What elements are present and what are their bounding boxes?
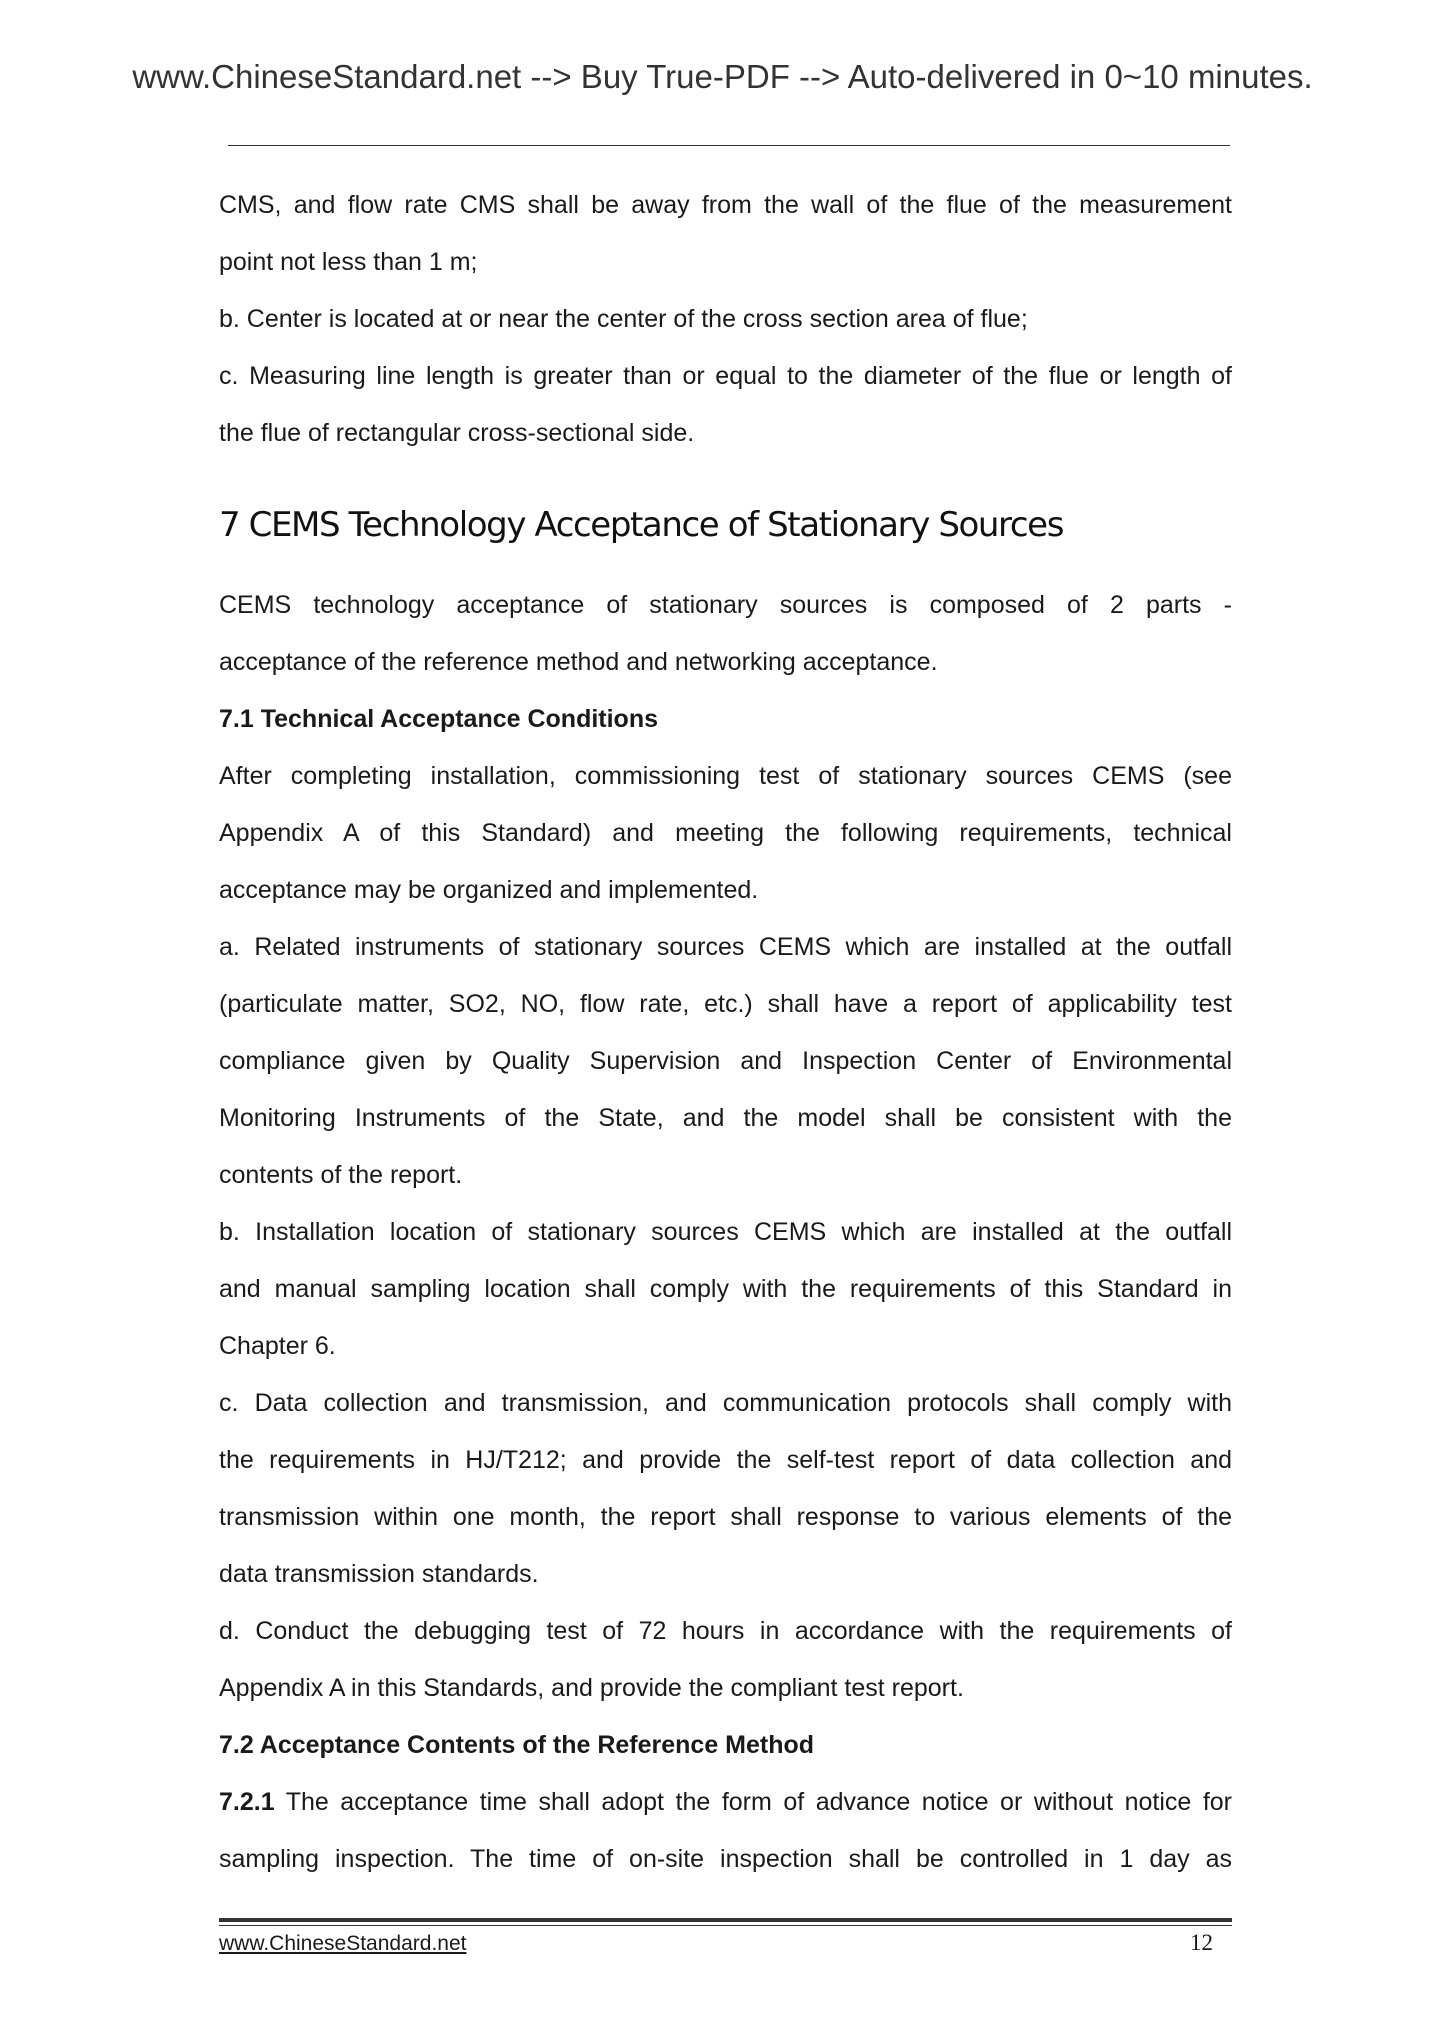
paragraph-line: sampling inspection. The time of on-site inspection shall be controlled in 1 day as: [219, 1845, 1232, 1873]
paragraph-line: Appendix A of this Standard) and meeting the following requirements, technical: [219, 819, 1232, 847]
clause-number: 7.2.1: [219, 1788, 275, 1816]
header-divider: [228, 145, 1230, 146]
paragraph-line: and manual sampling location shall comply with the requirements of this Standard in: [219, 1275, 1232, 1303]
paragraph-line: acceptance of the reference method and networking acceptance.: [219, 648, 938, 676]
paragraph-line: Monitoring Instruments of the State, and the model shall be consistent with the: [219, 1104, 1232, 1132]
list-item-d: d. Conduct the debugging test of 72 hours in accordance with the requirements of: [219, 1617, 1232, 1645]
paragraph-line: contents of the report.: [219, 1161, 463, 1189]
paragraph-line: Chapter 6.: [219, 1332, 336, 1360]
paragraph-line: the requirements in HJ/T212; and provide the self-test report of data collection and: [219, 1446, 1232, 1474]
paragraph-line: point not less than 1 m;: [219, 248, 478, 276]
paragraph-line: transmission within one month, the report shall response to various elements of the: [219, 1503, 1232, 1531]
footer-website-link[interactable]: www.ChineseStandard.net: [219, 1932, 467, 1955]
page-number: 12: [1190, 1930, 1213, 1955]
list-item-b: b. Installation location of stationary sources CEMS which are installed at the outfall: [219, 1218, 1232, 1246]
list-item-c: c. Data collection and transmission, and communication protocols shall comply with: [219, 1389, 1232, 1417]
clause-7-2-1: [219, 1787, 1232, 1817]
subsection-heading-7-1: 7.1 Technical Acceptance Conditions: [219, 705, 659, 733]
footer-divider-thin: [219, 1925, 1232, 1926]
section-heading-7: 7 CEMS Technology Acceptance of Stationary Sources: [219, 505, 1064, 545]
paragraph-line: CMS, and flow rate CMS shall be away from the wall of the flue of the measurement: [219, 191, 1232, 219]
paragraph-line: After completing installation, commissioning test of stationary sources CEMS (see: [219, 762, 1232, 790]
header-banner: www.ChineseStandard.net --> Buy True-PDF --> Auto-delivered in 0~10 minutes.: [132, 58, 1313, 95]
paragraph-line: CEMS technology acceptance of stationary sources is composed of 2 parts -: [219, 591, 1232, 619]
paragraph-line: Appendix A in this Standards, and provide the compliant test report.: [219, 1674, 964, 1702]
paragraph-line: the flue of rectangular cross-sectional side.: [219, 419, 695, 447]
paragraph-line: (particulate matter, SO2, NO, flow rate, etc.) shall have a report of applicability test: [219, 990, 1232, 1018]
paragraph-line: acceptance may be organized and implemented.: [219, 876, 759, 904]
list-item-a: a. Related instruments of stationary sources CEMS which are installed at the outfall: [219, 933, 1232, 961]
clause-text: The acceptance time shall adopt the form of advance notice or without notice for: [274, 1788, 1232, 1816]
footer-divider-thick: [219, 1918, 1232, 1922]
paragraph-line: data transmission standards.: [219, 1560, 539, 1588]
list-item-c: c. Measuring line length is greater than or equal to the diameter of the flue or length of: [219, 362, 1232, 390]
list-item-b: b. Center is located at or near the center of the cross section area of flue;: [219, 305, 1028, 333]
subsection-heading-7-2: 7.2 Acceptance Contents of the Reference Method: [219, 1731, 815, 1759]
paragraph-line: compliance given by Quality Supervision and Inspection Center of Environmental: [219, 1047, 1232, 1075]
